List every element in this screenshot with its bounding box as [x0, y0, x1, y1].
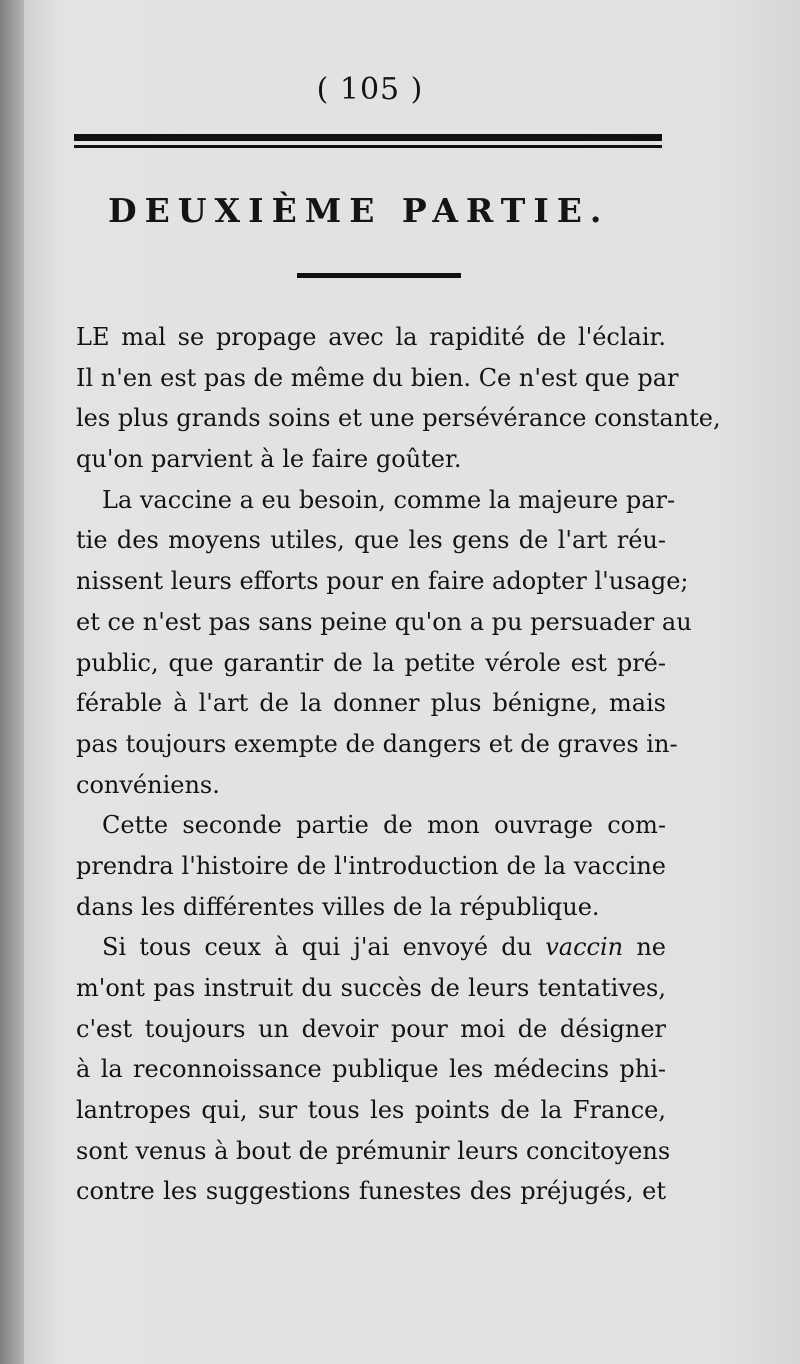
text-line: LE mal se propage avec la rapidité de l'éclair. [76, 323, 666, 351]
text-line: prendra l'histoire de l'introduction de la vaccine [76, 851, 666, 880]
italic-word: vaccin [545, 933, 624, 962]
text-line: convéniens. [76, 770, 220, 799]
text-line: les plus grands soins et une persévérance constante, [76, 404, 721, 433]
page-gutter-shadow [0, 0, 24, 1364]
text-line: férable à l'art de la donner plus bénigne, mais [76, 689, 666, 718]
text-line: dans les différentes villes de la république. [76, 892, 600, 921]
text-line: pas toujours exempte de dangers et de graves in- [76, 729, 678, 758]
text-line: public, que garantir de la petite vérole est pré- [76, 648, 666, 677]
text-line: lantropes qui, sur tous les points de la France, [76, 1096, 666, 1125]
text-line [76, 927, 666, 968]
text-line: et ce n'est pas sans peine qu'on a pu persuader au [76, 607, 692, 636]
page-number-header: ( 105 ) [316, 72, 424, 107]
text-line: contre les suggestions funestes des préjugés, et [76, 1177, 666, 1206]
text-line: Il n'en est pas de même du bien. Ce n'est que par [76, 363, 679, 392]
title-short-rule [297, 273, 461, 278]
header-double-rule [74, 134, 662, 154]
thick-rule [74, 134, 662, 141]
text-line: c'est toujours un devoir pour moi de désigner [76, 1014, 666, 1043]
text-line: à la reconnoissance publique les médecins phi- [76, 1055, 666, 1084]
text-fragment: Si tous ceux à qui j'ai envoyé du [102, 933, 546, 962]
text-line: qu'on parvient à le faire goûter. [76, 445, 462, 474]
text-line: sont venus à bout de prémunir leurs concitoyens [76, 1136, 671, 1165]
text-line: m'ont pas instruit du succès de leurs tentatives, [76, 974, 666, 1002]
text-line: nissent leurs efforts pour en faire adopter l'usage; [76, 567, 689, 596]
text-line: La vaccine a eu besoin, comme la majeure par- [102, 485, 676, 514]
part-title: DEUXIÈME PARTIE. [108, 191, 610, 230]
text-fragment: ne [623, 933, 666, 962]
body-text [76, 317, 721, 1212]
thin-rule [74, 145, 662, 148]
text-line: tie des moyens utiles, que les gens de l'art réu- [76, 526, 666, 555]
text-line: Cette seconde partie de mon ouvrage com- [102, 811, 666, 840]
